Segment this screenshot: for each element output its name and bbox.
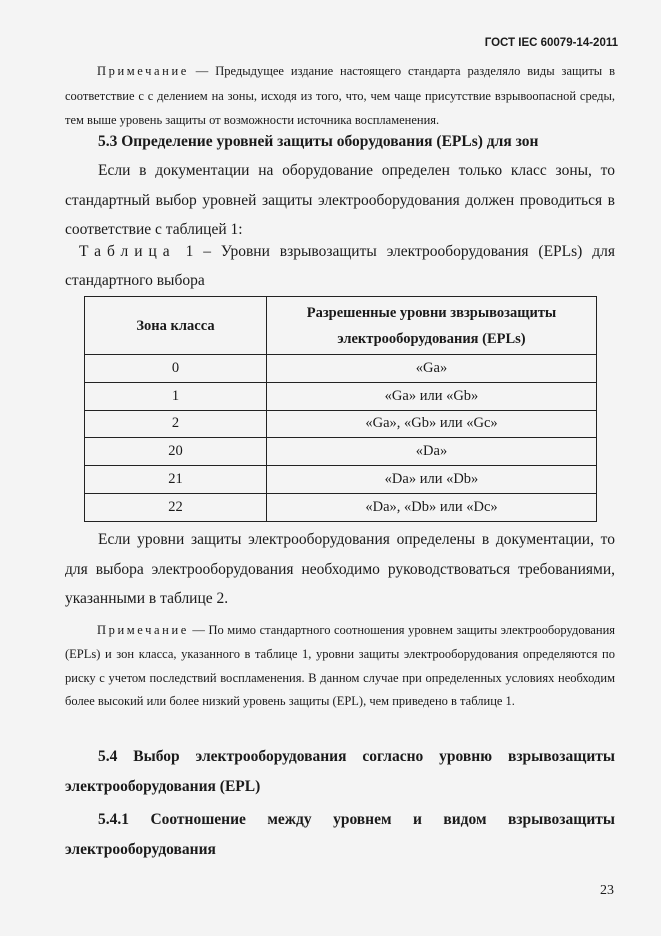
table-row [85,382,597,410]
note-label: Примечание [97,64,189,78]
zone-cell: 21 [85,466,267,494]
zone-cell: 1 [85,382,267,410]
epl-table [84,296,597,522]
epl-cell: «Ga», «Gb» или «Gc» [267,410,597,438]
epl-cell: «Da» или «Db» [267,466,597,494]
col-zone-header: Зона класса [85,297,267,355]
epl-cell: «Ga» [267,355,597,383]
standard-code: ГОСТ IEC 60079-14-2011 [484,37,618,49]
note-previous-edition [65,59,615,133]
table-row [85,466,597,494]
zone-cell: 20 [85,438,267,466]
note-label: Примечание [97,623,189,637]
note-risk-based [65,619,615,714]
zone-cell: 2 [85,410,267,438]
note-dash: — [188,623,209,637]
section-5-4-heading [65,742,615,802]
table-row [85,410,597,438]
note-text: По мимо стандартного соотношения уровнем защиты электрооборудования (EPLs) и зон класса, указанного в таблице 1, уровни защиты электрооборудования определяются по риску с учетом последствий воспламенения. В данном случае при определенных условиях необходим более высокий или более низкий уровень защиты (EPL), чем приведено в таблице 1. [65,623,616,709]
table-1-caption [65,237,615,295]
note-text: Предыдущее издание настоящего стандарта разделяло виды защиты в соответствие с с делением на зоны, исходя из того, что, чем чаще присутствие взрывоопасной среды, тем выше уровень защиты от возможности источника воспламенения. [65,64,616,127]
paragraph-text: Если в документации на оборудование определен только класс зоны, то стандартный выбор уровней защиты электрооборудования должен проводиться в соответствие с таблицей 1: [65,162,615,238]
section-5-4-1-heading [65,805,615,865]
paragraph-text: Если уровни защиты электрооборудования определены в документации, то для выбора электрооборудования необходимо руководствоваться требованиями, указанными в таблице 2. [65,531,615,607]
heading-line-2: электрооборудования (EPL) [65,778,261,795]
table-row [85,438,597,466]
epl-cell: «Ga» или «Gb» [267,382,597,410]
table-caption-word: Таблица [79,243,176,260]
table-row [85,355,597,383]
table-caption-text: 1 – Уровни взрывозащиты электрооборудования (EPLs) для стандартного выбора [65,243,615,289]
zone-cell: 22 [85,493,267,521]
epl-cell: «Da», «Db» или «Dc» [267,493,597,521]
table-row [85,493,597,521]
paragraph-zone-only [65,156,615,245]
page-number: 23 [600,883,614,898]
paragraph-defined-levels [65,525,615,614]
note-dash: — [188,64,216,78]
heading-line-2: электрооборудования [65,841,216,858]
heading-line-1: 5.4.1 Соотношение между уровнем и видом взрывозащиты [98,811,615,828]
zone-cell: 0 [85,355,267,383]
section-5-3-heading: 5.3 Определение уровней защиты оборудования (EPLs) для зон [98,133,539,150]
heading-line-1: 5.4 Выбор электрооборудования согласно уровню взрывозащиты [98,748,615,765]
table-header-row [85,297,597,355]
col-epl-header: Разрешенные уровни звзрывозащиты электрооборудования (EPLs) [267,297,597,355]
epl-cell: «Da» [267,438,597,466]
